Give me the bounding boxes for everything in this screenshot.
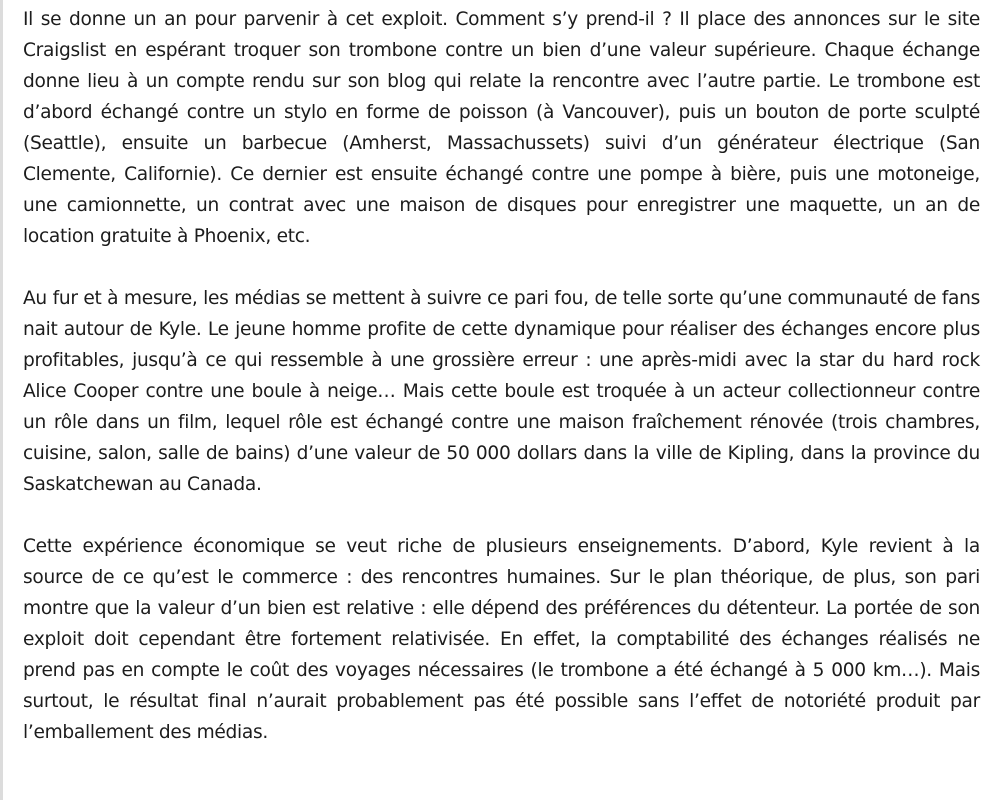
paragraph-media: Au fur et à mesure, les médias se mettent à suivre ce pari fou, de telle sorte qu’une communauté de fans nait autour de Kyle. Le jeune homme profite de cette dynamique pour réaliser des échanges encore plus profitables, jusqu’à ce qui ressemble à une grossière erreur : une après-midi avec la star du hard rock Alice Cooper contre une boule à neige… Mais cette boule est troquée à un acteur collectionneur contre un rôle dans un film, lequel rôle est échangé contre une maison fraîchement rénovée (trois chambres, cuisine, salon, salle de bains) d’une valeur de 50 000 dollars dans la ville de Kipling, dans la province du Saskatchewan au Canada. [23, 288, 980, 495]
paragraph-lessons: Cette expérience économique se veut riche de plusieurs enseignements. D’abord, Kyle revient à la source de ce qu’est le commerce : des rencontres humaines. Sur le plan théorique, de plus, son pari montre que la valeur d’un bien est relative : elle dépend des préférences du détenteur. La portée de son exploit doit cependant être fortement relativisée. En effet, la comptabilité des échanges réalisés ne prend pas en compte le coût des voyages nécessaires (le trombone a été échangé à 5 000 km…). Mais surtout, le résultat final n’aurait probablement pas été possible sans l’effet de notoriété produit par l’emballement des médias. [23, 536, 980, 743]
paragraph-exchanges: Il se donne un an pour parvenir à cet exploit. Comment s’y prend-il ? Il place des annonces sur le site Craigslist en espérant troquer son trombone contre un bien d’une valeur supérieure. Chaque échange donne lieu à un compte rendu sur son blog qui relate la rencontre avec l’autre partie. Le trombone est d’abord échangé contre un stylo en forme de poisson (à Vancouver), puis un bouton de porte sculpté (Seattle), ensuite un barbecue (Amherst, Massachussets) suivi d’un générateur électrique (San Clemente, Californie). Ce dernier est ensuite échangé contre une pompe à bière, puis une motoneige, une camionnette, un contrat avec une maison de disques pour enregistrer une maquette, un an de location gratuite à Phoenix, etc. [23, 9, 980, 247]
article-body [23, 4, 980, 748]
